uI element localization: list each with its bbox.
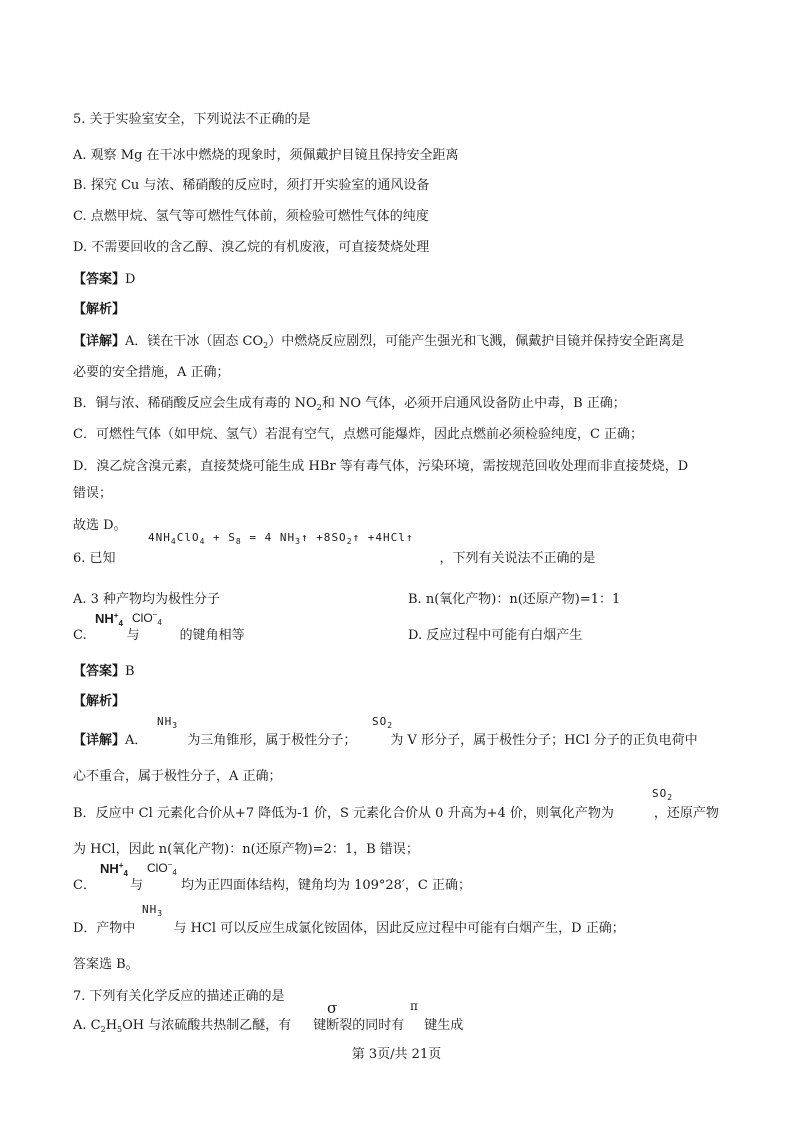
text: A．镁在干冰（固态 CO — [125, 334, 264, 349]
clo4-formula — [132, 609, 162, 629]
answer-value: D — [125, 272, 136, 287]
q6-stem — [73, 550, 596, 568]
text: 的键角相等 — [179, 628, 245, 643]
q5-option-a: A. 观察 Mg 在干冰中燃烧的现象时，须佩戴护目镜且保持安全距离 — [73, 148, 459, 163]
q6-option-b: B. n(氧化产物)：n(还原产物)=1：1 — [408, 592, 621, 607]
q6-answer — [73, 663, 135, 681]
text: 与 — [126, 628, 140, 643]
so2-formula-b — [652, 788, 673, 804]
q5-conclusion: 故选 D。 — [73, 518, 127, 533]
text: B．铜与浓、稀硝酸反应会生成有毒的 NO — [73, 396, 317, 411]
q6-option-c — [73, 627, 245, 645]
eq-part: O — [191, 531, 200, 544]
formula-subscript: 4 — [172, 868, 177, 877]
text: 与 — [129, 878, 143, 893]
q6-detail-a-line1 — [73, 732, 698, 750]
text: ，还原产物 — [653, 806, 719, 821]
answer-label: 【答案】 — [73, 664, 126, 679]
text: C． — [73, 878, 96, 893]
q5-detail-d-line1: D．溴乙烷含溴元素，直接焚烧可能生成 HBr 等有毒气体，污染环境，需按规范回收处理而非直接焚烧，D — [73, 459, 689, 474]
eq-part: +4 — [367, 531, 384, 544]
text: 6. 已知 — [73, 551, 116, 566]
formula-charge: + — [113, 611, 119, 620]
text: 和 NO 气体，必须开启通风设备防止中毒，B 正确； — [321, 396, 626, 411]
text: 为三角锥形，属于极性分子； — [187, 733, 357, 748]
eq-part: + — [213, 531, 221, 544]
eq-part: +8 — [316, 531, 332, 544]
q5-detail-c: C．可燃性气体（如甲烷、氢气）若混有空气，点燃可能爆炸，因此点燃前必须检验纯度，C 正确； — [73, 427, 644, 442]
q5-detail-b — [73, 395, 626, 417]
q5-option-b: B. 探究 Cu 与浓、稀硝酸的反应时，须打开实验室的通风设备 — [73, 178, 430, 193]
q7-option-a — [73, 1017, 463, 1039]
eq-part: H — [163, 531, 171, 544]
text: 键断裂的同时有 — [313, 1018, 405, 1033]
eq-part: 4 — [264, 531, 273, 544]
formula-charge: − — [167, 860, 173, 869]
subscript: 2 — [316, 403, 322, 412]
eq-part: ↑ — [300, 531, 309, 544]
text: B．反应中 Cl 元素化合价从+7 降低为-1 价，S 元素化合价从 0 升高为+4 价，则氧化产物为 — [73, 806, 614, 821]
text: A． — [125, 733, 148, 748]
subscript: 5 — [117, 1025, 123, 1034]
eq-part: = — [249, 531, 257, 544]
text: ）中燃烧反应剧烈，可能产生强光和飞溅，佩戴护目镜并保持安全距离是 — [268, 334, 685, 349]
formula-charge: − — [152, 610, 158, 619]
text: C. — [73, 628, 87, 643]
eq-part: 4 — [199, 537, 206, 546]
eq-part: 4 — [170, 537, 177, 546]
formula-text: SO — [652, 787, 668, 800]
q5-analysis-label: 【解析】 — [73, 302, 126, 317]
formula-subscript: 3 — [172, 721, 179, 730]
q6-detail-c — [73, 877, 471, 895]
answer-value: B — [125, 664, 135, 679]
formula-subscript: 2 — [667, 793, 674, 802]
subscript: 2 — [263, 341, 269, 350]
eq-part: 2 — [346, 537, 353, 546]
formula-subscript: 4 — [123, 869, 128, 878]
q6-conclusion: 答案选 B。 — [73, 957, 139, 972]
reaction-equation — [148, 532, 414, 548]
nh3-formula — [157, 716, 178, 732]
page-footer: 第 3页/共 21页 — [351, 1047, 442, 1062]
eq-part: ↑ — [352, 531, 361, 544]
formula-text: NH — [157, 715, 173, 728]
formula-text: NH — [100, 861, 119, 876]
eq-part: 8 — [235, 537, 242, 546]
q5-detail-d-line2: 错误； — [73, 486, 113, 501]
formula-text: SO — [372, 715, 388, 728]
q6-detail-b-line1 — [73, 805, 719, 823]
q5-detail-a-line2: 必要的安全措施，A 正确； — [73, 365, 230, 380]
subscript: 2 — [100, 1025, 106, 1034]
so2-formula — [372, 716, 393, 732]
q6-analysis-label: 【解析】 — [73, 694, 126, 709]
pi-symbol: π — [410, 999, 418, 1013]
answer-label: 【答案】 — [73, 272, 126, 287]
q7-stem: 7. 下列有关化学反应的描述正确的是 — [73, 989, 285, 1004]
eq-part: 3 — [295, 537, 301, 546]
clo4-formula-c — [147, 859, 177, 879]
formula-charge: + — [118, 861, 124, 870]
text: 键生成 — [424, 1018, 464, 1033]
text: 为 V 形分子，属于极性分子；HCl 分子的正负电荷中 — [390, 733, 698, 748]
text: ，下列有关说法不正确的是 — [439, 551, 596, 566]
q6-option-a: A. 3 种产物均为极性分子 — [73, 592, 221, 607]
text: A. C — [73, 1018, 101, 1033]
detail-label: 【详解】 — [73, 334, 126, 349]
formula-subscript: 2 — [387, 721, 394, 730]
formula-subscript: 3 — [157, 909, 164, 918]
eq-part: Cl — [176, 531, 192, 544]
eq-part: N — [155, 531, 164, 544]
q6-option-d: D. 反应过程中可能有白烟产生 — [408, 628, 583, 643]
q5-stem: 5. 关于实验室安全，下列说法不正确的是 — [73, 112, 311, 127]
formula-text: ClO — [147, 861, 168, 875]
formula-text: NH — [142, 903, 158, 916]
nh3-formula-d — [142, 904, 163, 920]
sigma-symbol: σ — [327, 999, 338, 1017]
q5-option-c: C. 点燃甲烷、氢气等可燃性气体前，须检验可燃性气体的纯度 — [73, 209, 429, 224]
eq-part: S — [228, 531, 236, 544]
text: OH 与浓硫酸共热制乙醚，有 — [122, 1018, 292, 1033]
formula-text: NH — [95, 611, 114, 626]
detail-label: 【详解】 — [73, 733, 126, 748]
text: D．产物中 — [73, 921, 136, 936]
text: 均为正四面体结构，键角均为 109°28′，C 正确； — [180, 878, 471, 893]
q5-answer — [73, 271, 135, 289]
eq-part: 4 — [148, 531, 156, 544]
eq-part: HCl — [383, 531, 406, 544]
text: 与 HCl 可以反应生成氯化铵固体，因此反应过程中可能有白烟产生，D 正确； — [173, 921, 625, 936]
q5-detail-a-line1 — [73, 333, 684, 355]
eq-part: SO — [331, 531, 347, 544]
q6-detail-b-line2: 为 HCl，因此 n(氧化产物)：n(还原产物)=2：1，B 错误； — [73, 842, 419, 857]
formula-subscript: 4 — [157, 618, 162, 627]
eq-part: NH — [279, 531, 296, 544]
eq-part: ↑ — [405, 531, 414, 544]
formula-subscript: 4 — [118, 619, 123, 628]
formula-text: ClO — [132, 611, 153, 625]
q5-option-d: D. 不需要回收的含乙醇、溴乙烷的有机废液，可直接焚烧处理 — [73, 240, 430, 255]
q6-detail-d — [73, 920, 625, 938]
text: H — [105, 1018, 118, 1033]
q6-detail-a-line2: 心不重合，属于极性分子，A 正确； — [73, 769, 282, 784]
